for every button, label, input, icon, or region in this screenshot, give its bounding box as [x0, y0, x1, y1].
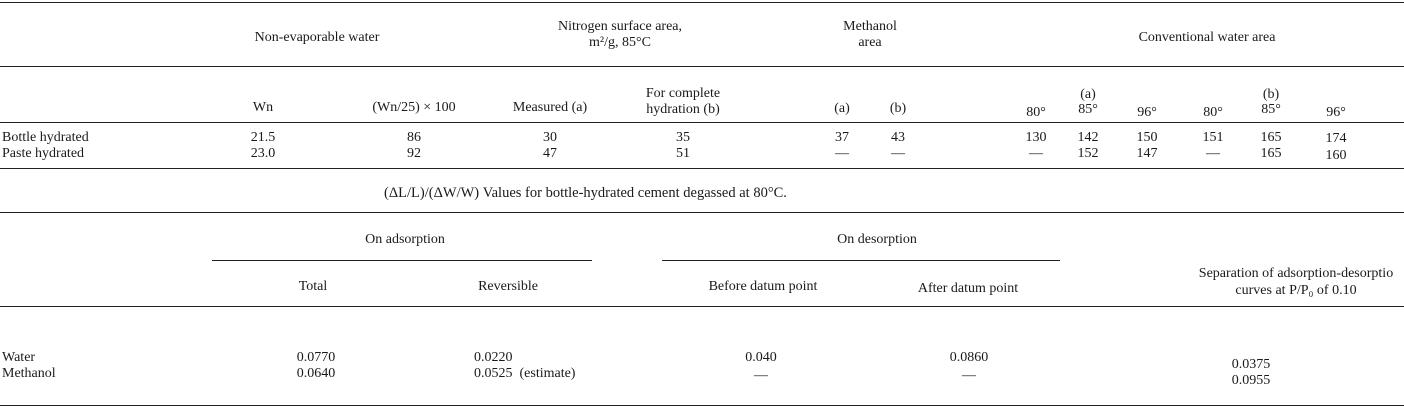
- cell-water-after: 0.0860: [949, 350, 989, 365]
- cell: —: [1206, 146, 1220, 161]
- header-nonevaporable-water: Non-evaporable water: [254, 30, 380, 45]
- cell: 21.5: [250, 130, 276, 145]
- cell: —: [1029, 146, 1043, 161]
- header-methanol-line2: area: [858, 35, 882, 50]
- subheader-temp-80a: 80°: [1026, 105, 1046, 120]
- table1-top-rule: [0, 2, 1404, 3]
- subheader-total: Total: [298, 279, 328, 294]
- subheader-complete-line1: For complete: [645, 86, 721, 101]
- row-label-paste-hydrated: Paste hydrated: [2, 146, 85, 161]
- cell: 152: [1077, 146, 1099, 161]
- cell: 147: [1136, 146, 1158, 161]
- cell: 174: [1325, 131, 1347, 146]
- subheader-conventional-a: (a): [1080, 87, 1096, 102]
- subheader-methanol-b: (b): [889, 101, 907, 116]
- table2-desorption-underline: [662, 260, 1060, 261]
- header-separation-line2: curves at P/P₀ of 0.10: [1235, 283, 1357, 298]
- cell: 86: [407, 130, 421, 145]
- table2-header-rule: [0, 306, 1404, 307]
- cell: 37: [835, 130, 849, 145]
- cell: 35: [676, 130, 690, 145]
- subheader-temp-80b: 80°: [1203, 105, 1223, 120]
- cell-methanol-after: —: [962, 368, 976, 383]
- subheader-temp-96a: 96°: [1137, 105, 1157, 120]
- header-on-desorption: On desorption: [837, 232, 917, 247]
- cell: 23.0: [250, 146, 276, 161]
- cell-methanol-before: —: [754, 368, 768, 383]
- subheader-before-datum: Before datum point: [708, 279, 818, 294]
- cell: 165: [1260, 130, 1282, 145]
- cell: 150: [1136, 130, 1158, 145]
- header-conventional-water-area: Conventional water area: [1138, 30, 1276, 45]
- cell: —: [891, 146, 905, 161]
- header-separation-line1: Separation of adsorption-desorptio: [1198, 266, 1394, 281]
- row-label-water: Water: [2, 350, 36, 365]
- row-label-methanol: Methanol: [2, 366, 56, 381]
- table2-top-rule: [0, 212, 1404, 213]
- table1-subheader-rule: [0, 122, 1404, 123]
- cell-methanol-total: 0.0640: [296, 366, 336, 381]
- subheader-complete-line2: hydration (b): [646, 102, 720, 117]
- cell: 47: [543, 146, 557, 161]
- subheader-temp-85b: 85°: [1261, 102, 1281, 117]
- cell: 160: [1325, 148, 1347, 163]
- table2-bottom-rule: [0, 405, 1404, 406]
- header-nitrogen-line1: Nitrogen surface area,: [558, 19, 682, 34]
- cell: 30: [543, 130, 557, 145]
- cell: 165: [1260, 146, 1282, 161]
- subheader-wn: Wn: [252, 100, 274, 115]
- subheader-temp-96b: 96°: [1326, 105, 1346, 120]
- subheader-wn25: (Wn/25) × 100: [372, 100, 456, 115]
- table2-caption: (ΔL/L)/(ΔW/W) Values for bottle-hydrated cement degassed at 80°C.: [384, 185, 787, 201]
- cell-water-before: 0.040: [745, 350, 777, 365]
- subheader-after-datum: After datum point: [917, 281, 1019, 296]
- table2-adsorption-underline: [212, 260, 592, 261]
- cell: —: [835, 146, 849, 161]
- cell-methanol-reversible: 0.0525 (estimate): [474, 366, 576, 381]
- cell: 92: [407, 146, 421, 161]
- cell-water-separation: 0.0375: [1231, 357, 1271, 372]
- cell-water-reversible: 0.0220: [474, 350, 513, 365]
- row-label-bottle-hydrated: Bottle hydrated: [2, 130, 89, 145]
- cell: 43: [891, 130, 905, 145]
- table1-bottom-rule: [0, 168, 1404, 169]
- cell: 51: [676, 146, 690, 161]
- subheader-temp-85a: 85°: [1078, 102, 1098, 117]
- subheader-reversible: Reversible: [478, 279, 538, 294]
- cell: 142: [1077, 130, 1099, 145]
- header-methanol-line1: Methanol: [843, 19, 897, 34]
- subheader-measured: Measured (a): [512, 100, 588, 115]
- cell-methanol-separation: 0.0955: [1231, 373, 1271, 388]
- subheader-conventional-b: (b): [1262, 87, 1280, 102]
- header-nitrogen-line2: m²/g, 85°C: [589, 35, 651, 50]
- header-on-adsorption: On adsorption: [365, 232, 445, 247]
- cell-water-total: 0.0770: [296, 350, 336, 365]
- cell: 151: [1202, 130, 1224, 145]
- table1-header-rule: [0, 66, 1404, 67]
- cell: 130: [1025, 130, 1047, 145]
- subheader-methanol-a: (a): [834, 101, 850, 116]
